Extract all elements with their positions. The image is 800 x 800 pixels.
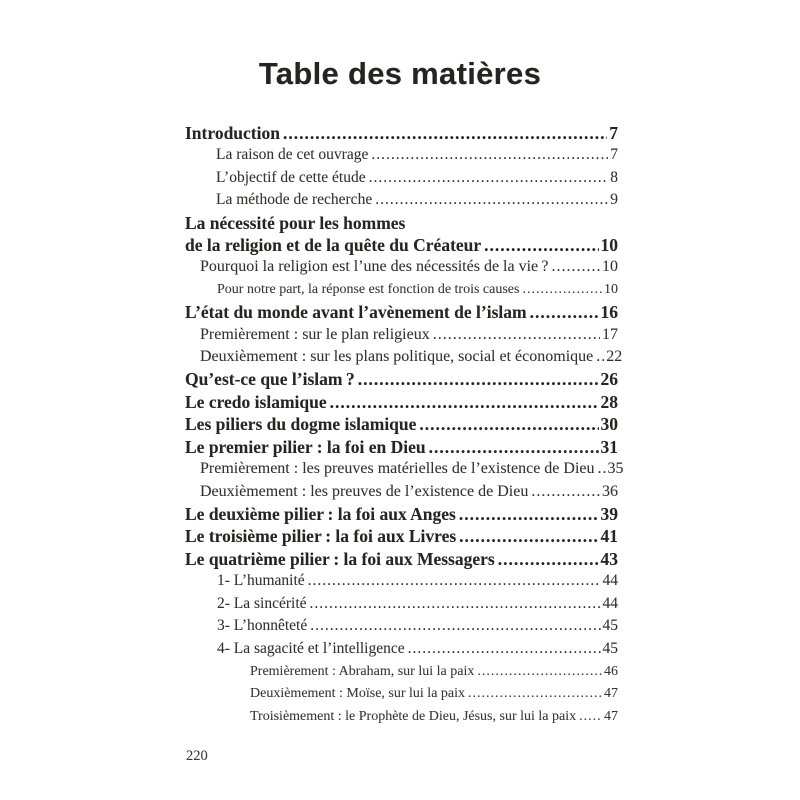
toc-entry-label: La nécessité pour les hommes xyxy=(185,212,406,233)
toc-entry-label: Pourquoi la religion est l’une des nécessités de la vie ? xyxy=(200,258,549,276)
toc-entry xyxy=(185,661,618,684)
toc-entry-label: Les piliers du dogme islamique xyxy=(185,414,417,435)
toc-entry xyxy=(185,503,618,525)
toc-entry-page: 16 xyxy=(600,302,618,323)
toc-entry-page: 44 xyxy=(602,572,618,590)
toc-entry-label: Troisièmement : le Prophète de Dieu, Jésus, sur lui la paix xyxy=(250,708,577,724)
toc-entry-page: 17 xyxy=(602,325,618,343)
toc-leader-dots xyxy=(433,324,600,346)
toc-leader-dots xyxy=(579,706,602,729)
toc-entry-page: 46 xyxy=(604,663,618,679)
toc-leader-dots xyxy=(358,368,599,390)
toc-entry-page: 7 xyxy=(610,146,618,164)
toc-entry-label: Le credo islamique xyxy=(185,391,327,412)
toc-leader-dots xyxy=(369,167,609,189)
toc-entry xyxy=(185,346,623,368)
toc-entry xyxy=(185,458,624,480)
toc-leader-dots xyxy=(522,279,602,301)
toc-entry xyxy=(185,144,618,166)
toc-entry xyxy=(185,122,618,144)
toc-entry-page: 26 xyxy=(600,369,618,390)
toc-entry-label: Premièrement : Abraham, sur lui la paix xyxy=(250,663,475,679)
toc-leader-dots xyxy=(308,570,601,593)
toc-entry xyxy=(185,256,618,278)
toc-entry-page: 39 xyxy=(600,503,618,524)
toc-entry xyxy=(185,167,618,189)
toc-entry xyxy=(185,413,618,435)
toc-leader-dots xyxy=(330,391,599,413)
toc-entry-label: Premièrement : les preuves matérielles de l’existence de Dieu xyxy=(200,460,595,478)
toc-entry-page: 28 xyxy=(600,391,618,412)
toc-entry-label: Deuxièmement : les preuves de l’existence de Dieu xyxy=(200,482,529,500)
toc-leader-dots xyxy=(498,548,599,570)
toc-leader-dots xyxy=(459,525,598,547)
toc-entry-label: Pour notre part, la réponse est fonction de trois causes xyxy=(217,281,520,297)
toc-entry-page: 8 xyxy=(610,168,618,186)
toc-leader-dots xyxy=(310,593,601,616)
toc-entry xyxy=(185,570,618,593)
toc-leader-dots xyxy=(429,436,599,458)
toc-entry-page: 7 xyxy=(609,123,618,143)
toc-entry-page: 43 xyxy=(600,548,618,569)
toc-entry-page: 41 xyxy=(600,526,618,547)
toc-entry-page: 31 xyxy=(600,436,618,457)
toc-leader-dots xyxy=(371,144,608,166)
toc-entry-label: 1- L’humanité xyxy=(217,572,305,590)
toc-entry xyxy=(185,301,618,323)
toc-leader-dots xyxy=(408,638,601,661)
toc-entry xyxy=(185,189,618,211)
toc-entry xyxy=(185,706,618,729)
toc-entry-label: Deuxièmement : sur les plans politique, social et économique xyxy=(200,348,594,366)
toc-list xyxy=(185,122,624,728)
toc-entry-page: 47 xyxy=(604,686,618,702)
toc-leader-dots xyxy=(310,615,600,638)
toc-entry xyxy=(185,279,618,301)
toc-entry-label: Le deuxième pilier : la foi aux Anges xyxy=(185,503,456,524)
toc-leader-dots xyxy=(283,122,607,144)
toc-entry-label: La raison de cet ouvrage xyxy=(216,146,369,164)
toc-entry-page: 44 xyxy=(602,594,618,612)
toc-entry xyxy=(185,212,618,234)
toc-leader-dots xyxy=(530,301,599,323)
folio-page-number: 220 xyxy=(186,748,208,764)
toc-entry xyxy=(185,481,618,503)
toc-entry-page: 45 xyxy=(602,617,618,635)
toc-entry-page: 35 xyxy=(607,460,624,478)
toc-entry-label: Deuxièmement : Moïse, sur lui la paix xyxy=(250,686,466,702)
toc-entry-label: Introduction xyxy=(185,123,280,143)
toc-entry xyxy=(185,324,618,346)
toc-leader-dots xyxy=(375,189,608,211)
toc-entry xyxy=(185,548,618,570)
toc-entry-label: Le troisième pilier : la foi aux Livres xyxy=(185,526,457,547)
toc-entry xyxy=(185,615,618,638)
toc-entry-label: 4- La sagacité et l’intelligence xyxy=(217,639,405,657)
toc-entry-label: L’objectif de cette étude xyxy=(216,168,366,186)
toc-entry-page: 10 xyxy=(604,281,618,297)
toc-entry-page: 30 xyxy=(600,414,618,435)
toc-entry xyxy=(185,234,618,256)
toc-entry-label: de la religion et de la quête du Créateur xyxy=(185,235,482,256)
toc-entry xyxy=(185,368,618,390)
toc-leader-dots xyxy=(598,458,606,480)
toc-entry xyxy=(185,638,618,661)
toc-entry xyxy=(185,436,618,458)
toc-entry-label: Qu’est-ce que l’islam ? xyxy=(185,369,355,390)
toc-entry-label: 3- L’honnêteté xyxy=(217,617,308,635)
toc-entry-label: Le quatrième pilier : la foi aux Messagers xyxy=(185,548,495,569)
toc-entry-page: 36 xyxy=(602,482,618,500)
toc-leader-dots xyxy=(551,256,600,278)
toc-leader-dots xyxy=(484,234,598,256)
toc-entry-page: 10 xyxy=(602,258,618,276)
toc-entry-page: 9 xyxy=(610,191,618,209)
toc-entry-label: Premièrement : sur le plan religieux xyxy=(200,325,430,343)
toc-entry xyxy=(185,683,618,706)
toc-entry-page: 47 xyxy=(604,708,618,724)
toc-entry xyxy=(185,593,618,616)
toc-entry xyxy=(185,391,618,413)
toc-leader-dots xyxy=(419,413,598,435)
toc-entry-label: L’état du monde avant l’avènement de l’islam xyxy=(185,302,527,323)
toc-leader-dots xyxy=(596,346,604,368)
page-title: Table des matières xyxy=(258,56,542,91)
toc-entry-label: 2- La sincérité xyxy=(217,594,307,612)
toc-entry-page: 45 xyxy=(602,639,618,657)
toc-leader-dots xyxy=(531,481,600,503)
toc-entry-label: Le premier pilier : la foi en Dieu xyxy=(185,436,426,457)
toc-entry-page: 10 xyxy=(600,235,618,256)
toc-entry-page: 22 xyxy=(606,348,623,366)
toc-leader-dots xyxy=(477,661,602,684)
toc-leader-dots xyxy=(468,683,602,706)
toc-leader-dots xyxy=(459,503,599,525)
toc-entry xyxy=(185,525,618,547)
toc-entry-label: La méthode de recherche xyxy=(216,191,373,209)
